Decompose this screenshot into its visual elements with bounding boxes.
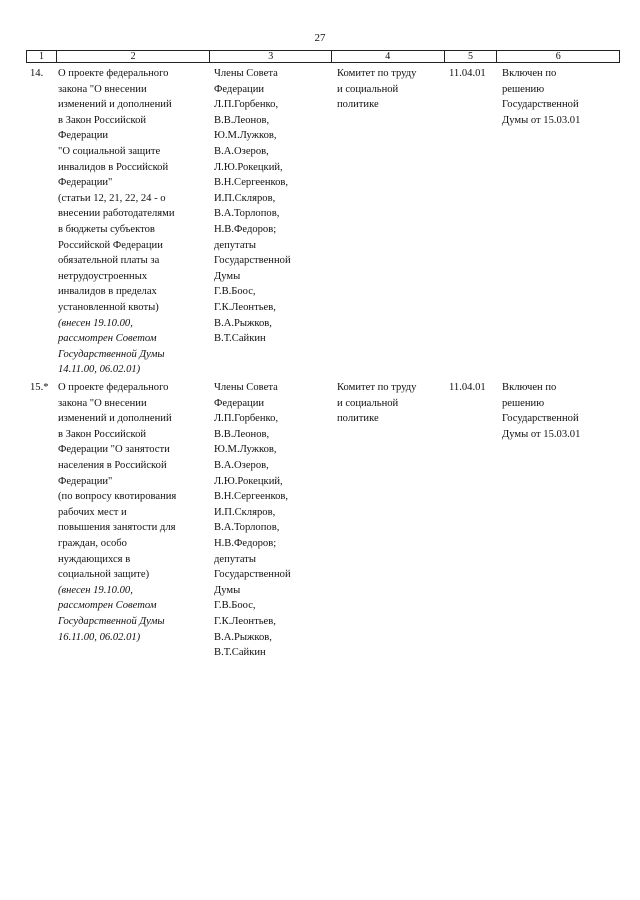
subject-line: населения в Российской <box>58 459 167 471</box>
submission-note-line: рассмотрен Советом <box>58 600 157 612</box>
column-header-1: 1 <box>27 51 57 62</box>
author-line: Думы <box>214 270 241 282</box>
result-line: решению <box>502 397 545 409</box>
column-header-5: 5 <box>445 51 498 62</box>
author-line: Г.В.Боос, <box>214 286 256 298</box>
author-line: Члены Совета <box>214 68 278 79</box>
committee-line: и социальной <box>337 83 399 95</box>
author-line: Л.Ю.Рокецкий, <box>214 161 283 173</box>
column-header-row <box>26 50 620 63</box>
subject-line: Федерации "О занятости <box>58 444 170 456</box>
submission-note-line: (внесен 19.10.00, <box>58 317 133 329</box>
submission-note-line: 14.11.00, 06.02.01) <box>58 364 141 376</box>
committee-line: политике <box>337 413 379 425</box>
author-line: Н.В.Федоров; <box>214 223 277 235</box>
author-line: В.Н.Сергеенков, <box>214 491 289 503</box>
submission-note-line: Государственной Думы <box>58 348 165 360</box>
author-line: Федерации <box>214 83 265 95</box>
subject-line: граждан, особо <box>58 537 127 549</box>
author-line: В.А.Торлопов, <box>214 522 280 534</box>
author-line: В.А.Рыжков, <box>214 631 272 643</box>
author-line: Н.В.Федоров; <box>214 537 277 549</box>
subject-line: в Закон Российской <box>58 428 147 440</box>
submission-note-line: рассмотрен Советом <box>58 333 157 345</box>
subject-line: закона "О внесении <box>58 83 147 95</box>
subject-line: изменений и дополнений <box>58 413 172 425</box>
author-line: И.П.Скляров, <box>214 506 276 518</box>
subject-line: нетрудоустроенных <box>58 270 148 282</box>
submission-note-line: Государственной Думы <box>58 615 165 627</box>
author-line: Г.К.Леонтьев, <box>214 301 276 313</box>
entry-result <box>502 66 620 128</box>
author-line: В.А.Торлопов, <box>214 208 280 220</box>
author-line: депутаты <box>214 553 256 565</box>
committee-line: Комитет по труду <box>337 68 417 79</box>
subject-line: Федерации <box>58 130 109 142</box>
column-header-3: 3 <box>210 51 332 62</box>
entry-date: 11.04.01 <box>449 382 486 393</box>
author-line: Члены Совета <box>214 382 278 393</box>
author-line: Ю.М.Лужков, <box>214 444 277 456</box>
subject-line: обязательной платы за <box>58 255 160 267</box>
entry-subject <box>58 66 208 378</box>
subject-line: нуждающихся в <box>58 553 131 565</box>
entry-number: 14. <box>30 68 44 79</box>
subject-line: О проекте федерального <box>58 382 169 393</box>
author-line: Государственной <box>214 255 291 267</box>
result-line: Думы от 15.03.01 <box>502 428 581 440</box>
submission-note-line: 16.11.00, 06.02.01) <box>58 631 141 643</box>
result-line: Включен по <box>502 382 557 393</box>
subject-line: инвалидов в пределах <box>58 286 157 298</box>
entry-number: 15.* <box>30 382 49 393</box>
submission-note-line: (внесен 19.10.00, <box>58 584 133 596</box>
subject-line: Российской Федерации <box>58 239 163 251</box>
entry-committee <box>337 66 447 113</box>
subject-line: О проекте федерального <box>58 68 169 79</box>
author-line: Л.Ю.Рокецкий, <box>214 475 283 487</box>
author-line: Государственной <box>214 569 291 581</box>
author-line: В.В.Леонов, <box>214 114 270 126</box>
subject-line: "О социальной защите <box>58 145 161 157</box>
author-line: В.Т.Сайкин <box>214 333 266 345</box>
result-line: Включен по <box>502 68 557 79</box>
author-line: Г.В.Боос, <box>214 600 256 612</box>
subject-line: установленной квоты) <box>58 301 159 313</box>
entry-committee <box>337 380 447 427</box>
entry-authors <box>214 380 322 661</box>
subject-line: Федерации" <box>58 475 113 487</box>
subject-line: внесении работодателями <box>58 208 175 220</box>
entry-subject <box>58 380 208 645</box>
result-line: Думы от 15.03.01 <box>502 114 581 126</box>
author-line: Ю.М.Лужков, <box>214 130 277 142</box>
author-line: В.В.Леонов, <box>214 428 270 440</box>
subject-line: в Закон Российской <box>58 114 147 126</box>
author-line: И.П.Скляров, <box>214 192 276 204</box>
subject-line: повышения занятости для <box>58 522 176 534</box>
committee-line: и социальной <box>337 397 399 409</box>
subject-line: (по вопросу квотирования <box>58 491 177 503</box>
author-line: Л.П.Горбенко, <box>214 413 279 425</box>
subject-line: рабочих мест и <box>58 506 127 518</box>
committee-line: политике <box>337 99 379 111</box>
author-line: В.Т.Сайкин <box>214 647 266 659</box>
author-line: Федерации <box>214 397 265 409</box>
author-line: В.А.Озеров, <box>214 459 269 471</box>
entry-result <box>502 380 620 442</box>
subject-line: изменений и дополнений <box>58 99 172 111</box>
author-line: В.А.Озеров, <box>214 145 269 157</box>
author-line: Л.П.Горбенко, <box>214 99 279 111</box>
entry-authors <box>214 66 322 347</box>
author-line: Думы <box>214 584 241 596</box>
author-line: депутаты <box>214 239 256 251</box>
result-line: Государственной <box>502 413 579 425</box>
committee-line: Комитет по труду <box>337 382 417 393</box>
column-header-2: 2 <box>57 51 210 62</box>
author-line: Г.К.Леонтьев, <box>214 615 276 627</box>
subject-line: (статьи 12, 21, 22, 24 - о <box>58 192 166 204</box>
subject-line: закона "О внесении <box>58 397 147 409</box>
result-line: решению <box>502 83 545 95</box>
subject-line: Федерации" <box>58 177 113 189</box>
subject-line: социальной защите) <box>58 569 150 581</box>
subject-line: в бюджеты субъектов <box>58 223 155 235</box>
entry-date: 11.04.01 <box>449 68 486 79</box>
subject-line: инвалидов в Российской <box>58 161 169 173</box>
column-header-6: 6 <box>555 51 561 62</box>
page-number: 27 <box>314 32 326 44</box>
author-line: В.А.Рыжков, <box>214 317 272 329</box>
result-line: Государственной <box>502 99 579 111</box>
column-header-4: 4 <box>332 51 445 62</box>
author-line: В.Н.Сергеенков, <box>214 177 289 189</box>
